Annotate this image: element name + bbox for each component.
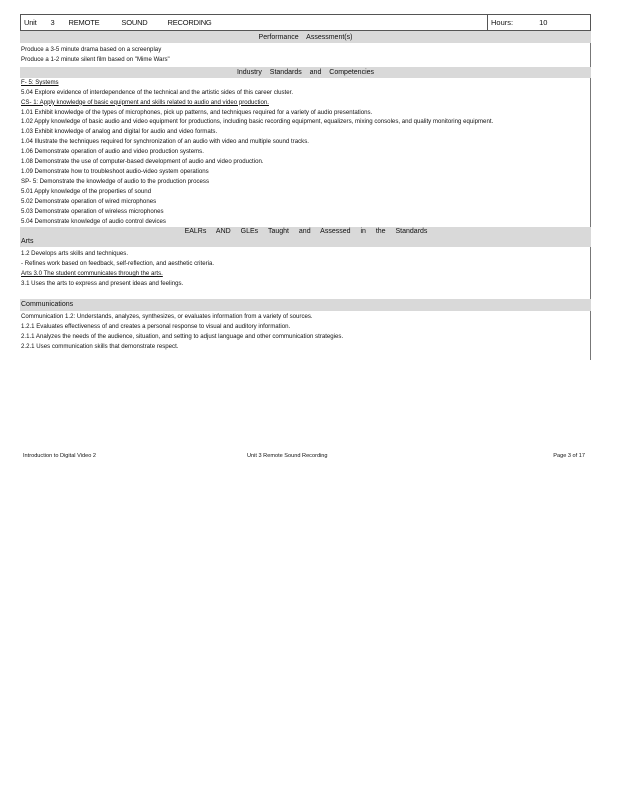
unit-title-word-2: SOUND	[121, 18, 148, 27]
arts-label: Arts	[21, 238, 34, 246]
unit-title-cell	[21, 18, 487, 27]
standard-line: Arts 3.0 The student communicates through the arts.	[21, 270, 163, 278]
standard-line: F- 5: Systems	[21, 78, 59, 86]
standard-line: CS- 1: Apply knowledge of basic equipment and skills related to audio and video production.	[21, 98, 269, 106]
standard-line: 1.01 Exhibit knowledge of the types of microphones, pick up patterns, and techniques required for a variety of audio presentations.	[21, 108, 373, 116]
standard-line: 1.04 Illustrate the techniques required for synchronization of an audio with video and multiple sound tracks.	[21, 138, 309, 146]
hours-value: 10	[539, 18, 548, 27]
curriculum-table	[20, 14, 591, 352]
footer-unit: Unit 3 Remote Sound Recording	[247, 453, 328, 459]
standard-line: 5.01 Apply knowledge of the properties of sound	[21, 187, 152, 195]
unit-label: Unit	[24, 18, 37, 27]
communications-label: Communications	[20, 299, 591, 311]
standard-line: 5.02 Demonstrate operation of wired microphones	[21, 197, 157, 205]
standard-line: 1.02 Apply knowledge of basic audio and video equipment for productions, including basic recording equipment, equalizers, mixing consoles, and quality monitoring equipment.	[21, 118, 494, 126]
standard-line: - Refines work based on feedback, self-reflection, and aesthetic criteria.	[21, 260, 215, 268]
standard-line: 1.08 Demonstrate the use of computer-based development of audio and video production.	[21, 158, 264, 166]
standard-line: 1.2 Develops arts skills and techniques.	[21, 250, 129, 258]
unit-title-word-3: RECORDING	[167, 18, 212, 27]
standard-line: 2.1.1 Analyzes the needs of the audience, situation, and setting to adjust language and other communication strategies.	[21, 332, 344, 340]
unit-title-word-1: REMOTE	[68, 18, 100, 27]
performance-item: Produce a 3-5 minute drama based on a screenplay	[21, 46, 162, 53]
standard-line: 1.03 Exhibit knowledge of analog and digital for audio and video formats.	[21, 128, 218, 136]
standard-line: 5.04 Demonstrate knowledge of audio control devices	[21, 217, 166, 225]
standard-line: SP- 5: Demonstrate the knowledge of audio to the production process	[21, 177, 210, 185]
standard-line: 1.09 Demonstrate how to troubleshoot audio-video system operations	[21, 167, 209, 175]
hours-label: Hours:	[491, 18, 514, 27]
standard-line: 5.03 Demonstrate operation of wireless microphones	[21, 207, 164, 215]
standard-line: 1.2.1 Evaluates effectiveness of and creates a personal response to visual and auditory information.	[21, 322, 291, 330]
industry-heading: Industry Standards and Competencies	[20, 67, 591, 78]
unit-header-row	[20, 14, 591, 31]
standard-line: 1.06 Demonstrate operation of audio and video production systems.	[21, 148, 204, 156]
industry-standards-list	[20, 78, 591, 227]
footer-course: Introduction to Digital Video 2	[23, 453, 96, 459]
standard-line: 2.2.1 Uses communication skills that demonstrate respect.	[21, 342, 179, 350]
arts-standards-list	[20, 249, 591, 289]
footer-page: Page 3 of 17	[553, 453, 585, 459]
ealrs-heading-block	[20, 227, 591, 247]
standard-line: Communication 1.2: Understands, analyzes, synthesizes, or evaluates information from a variety of sources.	[21, 313, 313, 321]
performance-heading: Performance Assessment(s)	[20, 31, 591, 43]
standard-line: 3.1 Uses the arts to express and present ideas and feelings.	[21, 280, 184, 288]
hours-cell	[487, 15, 590, 30]
performance-item: Produce a 1-2 minute silent film based on "Mime Wars"	[21, 55, 170, 63]
communications-standards-list	[20, 312, 591, 352]
standard-line: 5.04 Explore evidence of interdependence of the technical and the artistic sides of this career cluster.	[21, 88, 294, 96]
unit-number: 3	[50, 18, 55, 27]
ealrs-heading: EALRs AND GLEs Taught and Assessed in the Standards	[184, 228, 428, 236]
